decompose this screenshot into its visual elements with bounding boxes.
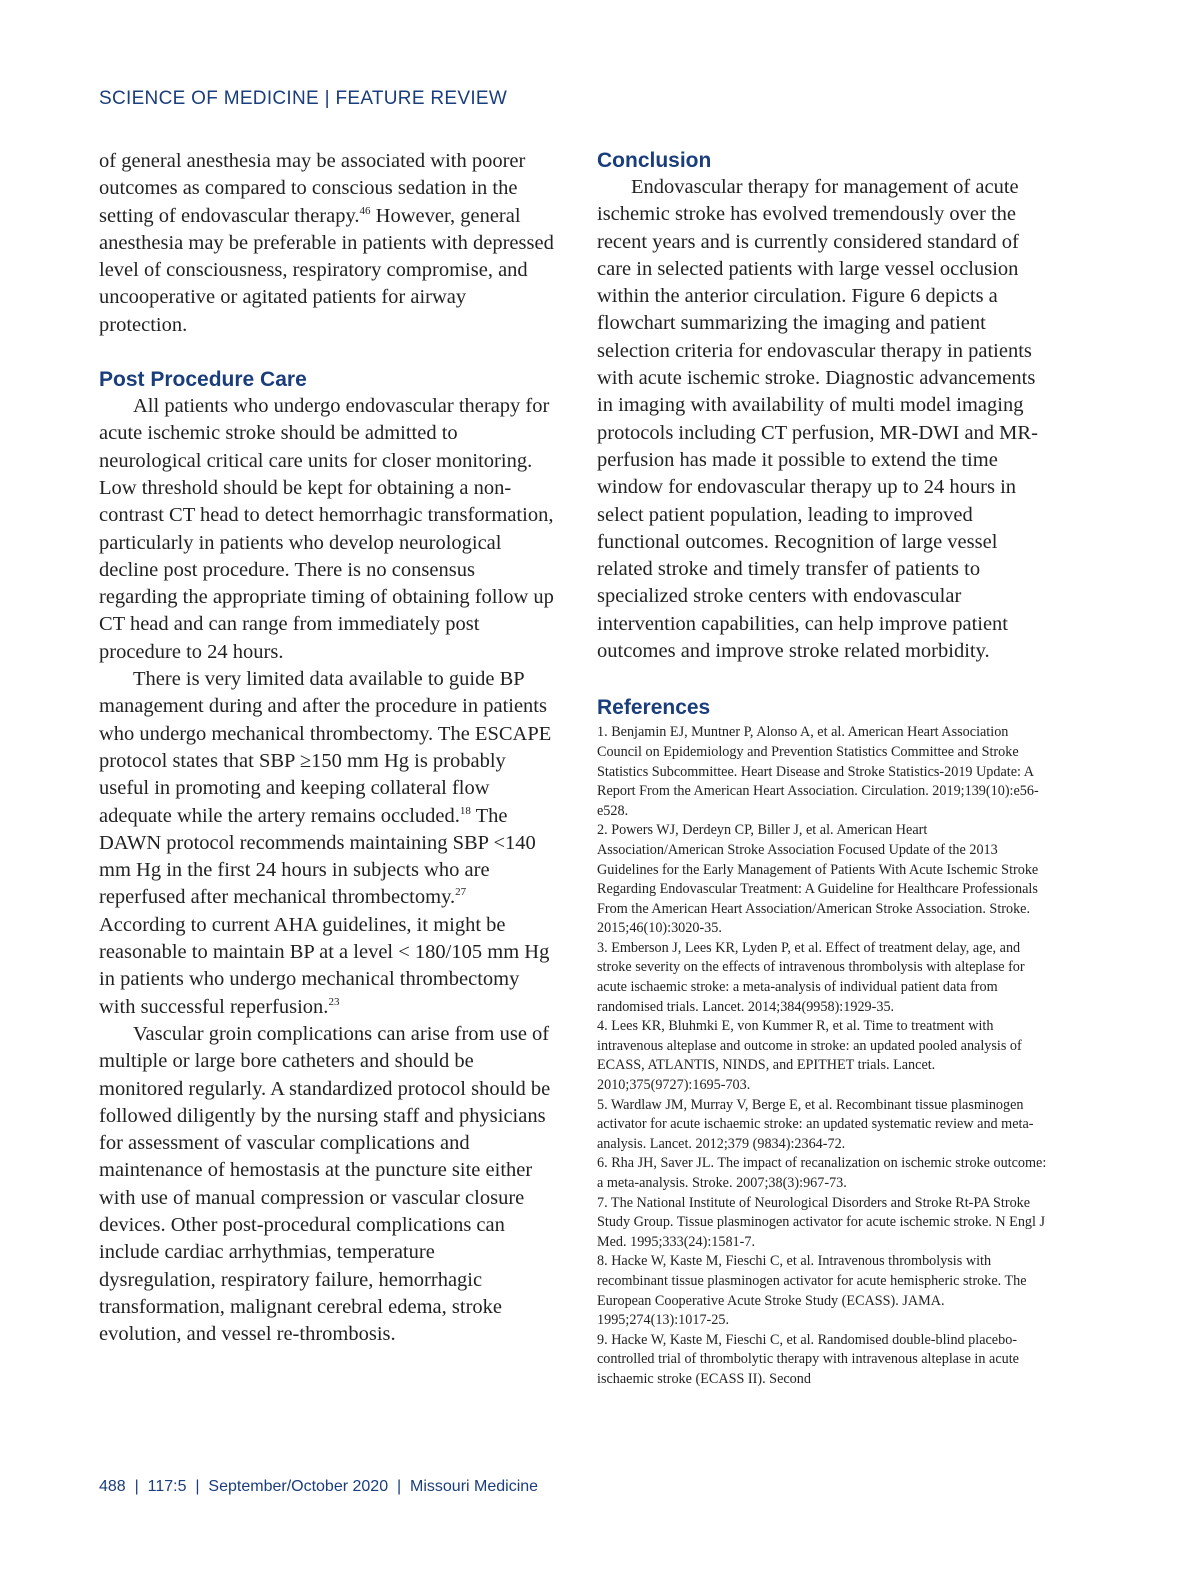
intro-text-b: However, general anesthesia may be preferable in patients with depressed level of consciousness, respiratory compromise, and uncooperative or agitated patients for airway protection.: [99, 204, 554, 336]
right-column: [597, 148, 1052, 1390]
post-procedure-paragraph-3: Vascular groin complications can arise from use of multiple or large bore catheters and should be monitored regularly. A standardized protocol should be followed diligently by the nursing staff and physicians for assessment of vascular complications and maintenance of hemostasis at the puncture site either with use of manual compression or vascular closure devices. Other post-procedural complications can include cardiac arrhythmias, temperature dysregulation, respiratory failure, hemorrhagic transformation, malignant cerebral edema, stroke evolution, and vessel re-thrombosis.: [99, 1022, 551, 1346]
citation-23: 23: [328, 995, 340, 1008]
post-procedure-paragraph-1: All patients who undergo endovascular therapy for acute ischemic stroke should be admitted to neurological critical care units for closer monitoring. Low threshold should be kept for obtaining a non-contrast CT head to detect hemorrhagic transformation, particularly in patients who develop neurological decline post procedure. There is no consensus regarding the appropriate timing of obtaining follow up CT head and can range from immediately post procedure to 24 hours.: [99, 395, 554, 663]
reference-item: 7. The National Institute of Neurological Disorders and Stroke Rt-PA Stroke Study Group. Tissue plasminogen activator for acute ischemic stroke. N Engl J Med. 1995;333(24):1581-7.: [597, 1194, 1046, 1250]
reference-item: 2. Powers WJ, Derdeyn CP, Biller J, et al. American Heart Association/American Stroke Association Focused Update of the 2013 Guidelines for the Early Management of Patients With Acute Ischemic Stroke Regarding Endovascular Treatment: A Guideline for Healthcare Professionals From the American Heart Association/American Stroke Association. Stroke. 2015;46(10):3020-35.: [597, 822, 1039, 937]
reference-item: 8. Hacke W, Kaste M, Fieschi C, et al. Intravenous thrombolysis with recombinant tissue plasminogen activator for acute hemispheric stroke. The European Cooperative Acute Stroke Study (ECASS). JAMA. 1995;274(13):1017-25.: [597, 1253, 1027, 1329]
page-footer: 488 | 117:5 | September/October 2020 | Missouri Medicine: [99, 1478, 539, 1495]
header-type: FEATURE REVIEW: [335, 88, 508, 109]
citation-46: 46: [359, 204, 371, 217]
citation-18: 18: [459, 804, 471, 817]
reference-item: 4. Lees KR, Bluhmki E, von Kummer R, et al. Time to treatment with intravenous alteplase and outcome in stroke: an updated pooled analysis of ECASS, ATLANTIS, NINDS, and EPITHET trials. Lancet. 2010;375(9727):1695-703.: [597, 1018, 1022, 1094]
conclusion-paragraph: Endovascular therapy for management of acute ischemic stroke has evolved tremendously over the recent years and is currently considered standard of care in selected patients with large vessel occlusion within the anterior circulation. Figure 6 depicts a flowchart summarizing the imaging and patient selection criteria for endovascular therapy in patients with acute ischemic stroke. Diagnostic advancements in imaging with availability of multi model imaging protocols including CT perfusion, MR-DWI and MR-perfusion has made it possible to extend the time window for endovascular therapy up to 24 hours in select patient population, leading to improved functional outcomes. Recognition of large vessel related stroke and timely transfer of patients to specialized stroke centers with endovascular intervention capabilities, can help improve patient outcomes and improve stroke related morbidity.: [597, 176, 1038, 663]
left-column: [99, 148, 554, 1348]
reference-item: 6. Rha JH, Saver JL. The impact of recanalization on ischemic stroke outcome: a meta-analysis. Stroke. 2007;38(3):967-73.: [597, 1155, 1047, 1191]
p2-text-a: There is very limited data available to guide BP management during and after the procedure in patients who undergo mechanical thrombectomy. The ESCAPE protocol states that SBP ≥150 mm Hg is probably useful in promoting and keeping collateral flow adequate while the artery remains occluded.: [99, 668, 552, 827]
header-separator: |: [324, 88, 330, 109]
citation-27: 27: [455, 886, 467, 899]
references-heading: References: [597, 696, 711, 720]
references-list: [597, 723, 1052, 1389]
p2-text-b: The DAWN protocol recommends maintaining SBP <140 mm Hg in the first 24 hours in subjects who are reperfused after mechanical thrombectomy.: [99, 804, 536, 909]
reference-item: 9. Hacke W, Kaste M, Fieschi C, et al. Randomised double-blind placebo-controlled trial of thrombolytic therapy with intravenous alteplase in acute ischaemic stroke (ECASS II). Second: [597, 1331, 1019, 1387]
p2-text-c: According to current AHA guidelines, it might be reasonable to maintain BP at a level < 180/105 mm Hg in patients who undergo mechanical thrombectomy with successful reperfusion.: [99, 913, 550, 1018]
header-section: SCIENCE OF MEDICINE: [99, 88, 319, 109]
intro-text-a: of general anesthesia may be associated with poorer outcomes as compared to conscious sedation in the setting of endovascular therapy.: [99, 150, 526, 227]
reference-item: 5. Wardlaw JM, Murray V, Berge E, et al. Recombinant tissue plasminogen activator for acute ischaemic stroke: an updated systematic review and meta-analysis. Lancet. 2012;379 (9834):2364-72.: [597, 1096, 1034, 1152]
conclusion-heading: Conclusion: [597, 149, 712, 172]
intro-paragraph: [99, 148, 554, 339]
running-header: [99, 88, 507, 110]
post-procedure-paragraph-2: [99, 666, 554, 1021]
post-procedure-heading: Post Procedure Care: [99, 368, 307, 392]
reference-item: 1. Benjamin EJ, Muntner P, Alonso A, et al. American Heart Association Council on Epidemiology and Prevention Statistics Committee and Stroke Statistics Subcommittee. Heart Disease and Stroke Statistics-2019 Update: A Report From the American Heart Association. Circulation. 2019;139(10):e56-e528.: [597, 724, 1039, 819]
reference-item: 3. Emberson J, Lees KR, Lyden P, et al. Effect of treatment delay, age, and stroke severity on the effects of intravenous thrombolysis with alteplase for acute ischaemic stroke: a meta-analysis of individual patient data from randomised trials. Lancet. 2014;384(9958):1929-35.: [597, 939, 1025, 1015]
